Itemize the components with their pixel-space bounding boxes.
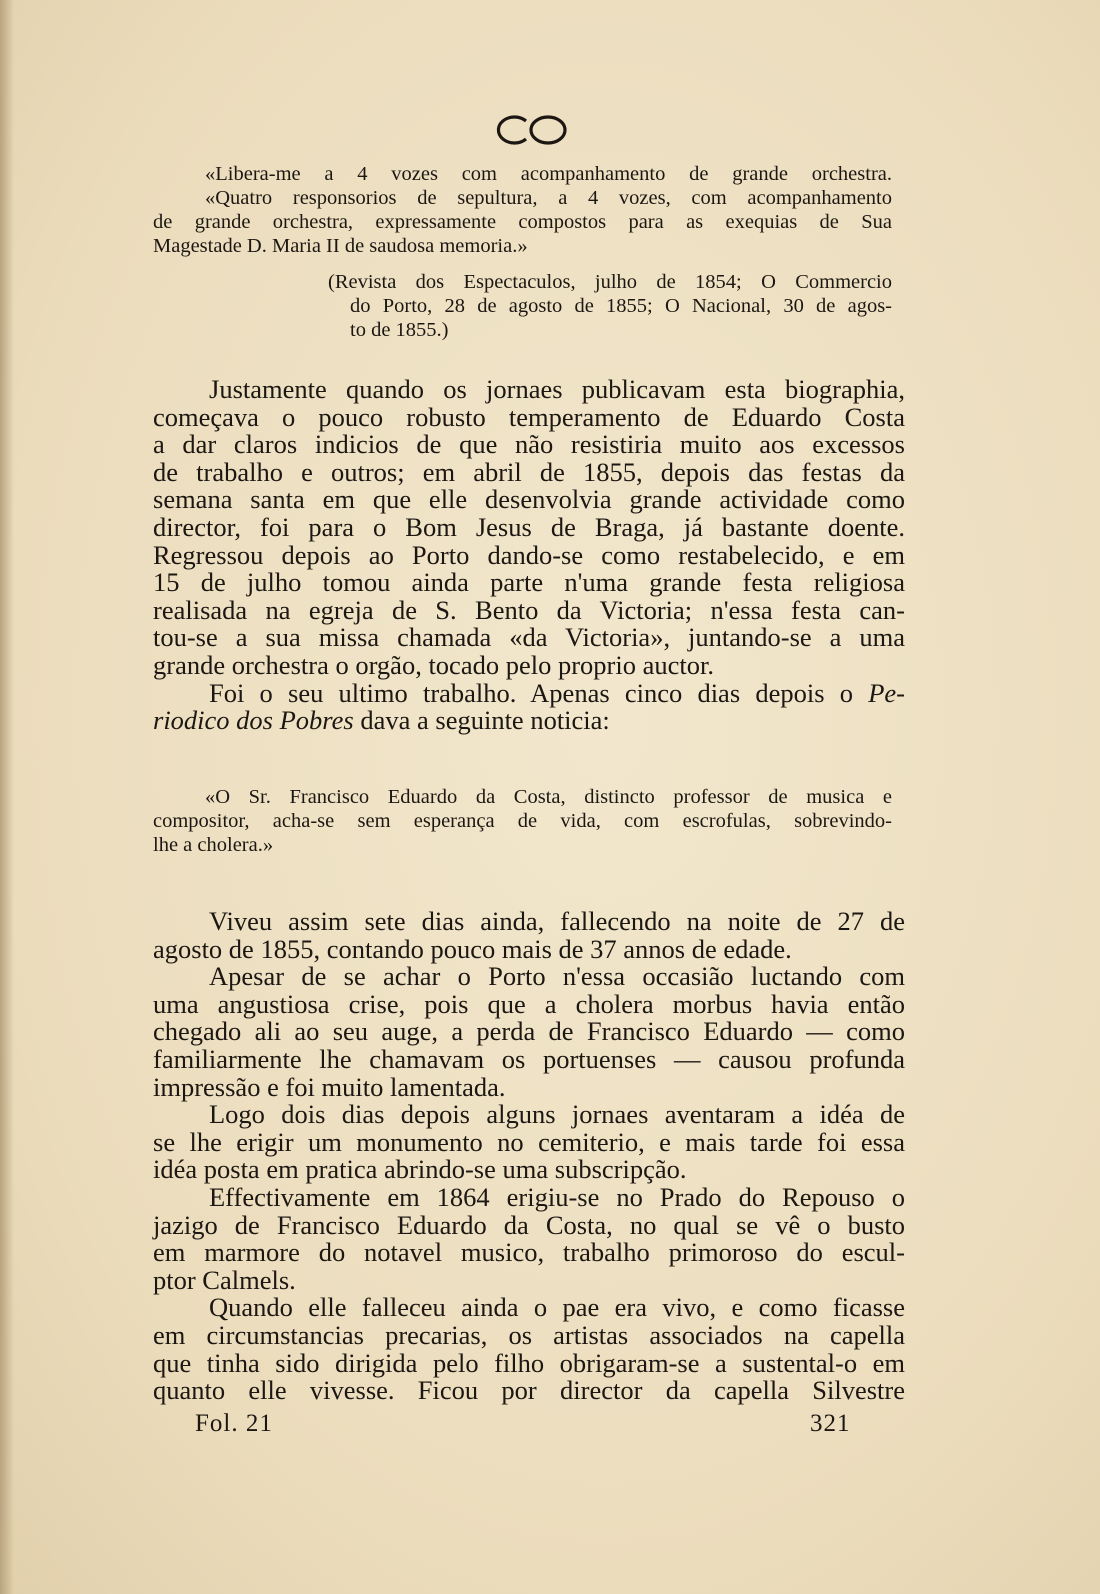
p3-line-8: Logo dois dias depois alguns jornaes aventaram a idéa de	[209, 1099, 905, 1130]
p1-line-10: tou-se a sua missa chamada «da Victoria», juntando-se a uma	[153, 622, 905, 653]
p1-line-7: Regressou depois ao Porto dando-se como restabelecido, e em	[153, 539, 905, 570]
p1-line-9: realisada na egreja de S. Bento da Victoria; n'essa festa can-	[153, 594, 905, 625]
citation-block	[328, 270, 892, 342]
quote-block-2	[153, 785, 892, 857]
p2-text-2: dava a seguinte noticia:	[353, 705, 610, 736]
p3-line-14: ptor Calmels.	[153, 1264, 296, 1295]
quote2-line-2: compositor, acha-se sem esperança de vida, com escrofulas, sobrevindo-	[153, 810, 892, 832]
p3-line-11: Effectivamente em 1864 erigiu-se no Prado do Repouso o	[209, 1181, 905, 1212]
p1-line-3: a dar claros indicios de que não resistiria muito aos excessos	[153, 429, 905, 460]
p3-line-3: Apesar de se achar o Porto n'essa occasião luctando com	[209, 961, 905, 992]
quote2-line-3: lhe a cholera.»	[153, 834, 274, 856]
folio-signature: Fol. 21	[195, 1410, 273, 1437]
p2-italic-2: riodico dos Pobres	[153, 705, 354, 736]
p3-line-1: Viveu assim sete dias ainda, fallecendo na noite de 27 de	[209, 906, 905, 936]
citation-line-3: to de 1855.)	[350, 319, 449, 341]
page-number: 321	[810, 1410, 851, 1437]
header-co-mark	[490, 112, 570, 148]
quote2-line-1: «O Sr. Francisco Eduardo da Costa, distincto professor de musica e	[205, 786, 892, 808]
p1-line-2: começava o pouco robusto temperamento de Eduardo Costa	[153, 401, 905, 432]
quote1-line-2: «Quatro responsorios de sepultura, a 4 vozes, com acompanhamento	[205, 187, 892, 209]
p2-line-2	[153, 707, 905, 735]
p3-line-15: Quando elle falleceu ainda o pae era vivo, e como ficasse	[209, 1292, 905, 1323]
p1-line-1: Justamente quando os jornaes publicavam esta biographia,	[209, 374, 905, 404]
quote-block-1	[153, 162, 892, 258]
p1-line-8: 15 de julho tomou ainda parte n'uma grande festa religiosa	[153, 567, 905, 598]
paragraph-1	[153, 376, 905, 735]
p3-line-18: quanto elle vivesse. Ficou por director da capella Silvestre	[153, 1375, 905, 1406]
p3-line-6: familiarmente lhe chamavam os portuenses — causou profunda	[153, 1043, 905, 1074]
p2-line-1	[153, 677, 905, 708]
p2-text-1: Foi o seu ultimo trabalho. Apenas cinco dias depois o	[209, 677, 869, 708]
p3-line-5: chegado ali ao seu auge, a perda de Francisco Eduardo — como	[153, 1016, 905, 1047]
p1-line-11: grande orchestra o orgão, tocado pelo proprio auctor.	[153, 649, 714, 680]
p3-line-16: em circumstancias precarias, os artistas associados na capella	[153, 1319, 905, 1350]
p3-line-10: idéa posta em pratica abrindo-se uma subscripção.	[153, 1154, 687, 1185]
citation-line-1: (Revista dos Espectaculos, julho de 1854; O Commercio	[328, 271, 892, 293]
p3-line-17: que tinha sido dirigida pelo filho obrigaram-se a sustental-o em	[153, 1347, 905, 1378]
p1-line-4: de trabalho e outros; em abril de 1855, depois das festas da	[153, 456, 905, 487]
citation-line-2: do Porto, 28 de agosto de 1855; O Nacional, 30 de agos-	[350, 295, 892, 317]
p3-line-12: jazigo de Francisco Eduardo da Costa, no qual se vê o busto	[153, 1209, 905, 1240]
p3-line-4: uma angustiosa crise, pois que a cholera morbus havia então	[153, 988, 905, 1019]
quote1-line-4: Magestade D. Maria II de saudosa memoria.»	[153, 235, 528, 257]
p3-line-7: impressão e foi muito lamentada.	[153, 1071, 506, 1102]
p3-line-9: se lhe erigir um monumento no cemiterio, e mais tarde foi essa	[153, 1126, 905, 1157]
page-edge-shadow	[0, 0, 14, 1594]
p2-italic-1: Pe-	[868, 677, 905, 708]
quote1-line-3: de grande orchestra, expressamente compostos para as exequias de Sua	[153, 211, 892, 233]
p1-line-5: semana santa em que elle desenvolvia grande actividade como	[153, 484, 905, 515]
quote1-line-1: «Libera-me a 4 vozes com acompanhamento de grande orchestra.	[205, 163, 892, 185]
p3-line-2: agosto de 1855, contando pouco mais de 37 annos de edade.	[153, 933, 792, 964]
paragraph-3	[153, 908, 905, 1405]
p1-line-6: director, foi para o Bom Jesus de Braga, já bastante doente.	[153, 511, 905, 542]
p3-line-13: em marmore do notavel musico, trabalho primoroso do escul-	[153, 1237, 905, 1268]
